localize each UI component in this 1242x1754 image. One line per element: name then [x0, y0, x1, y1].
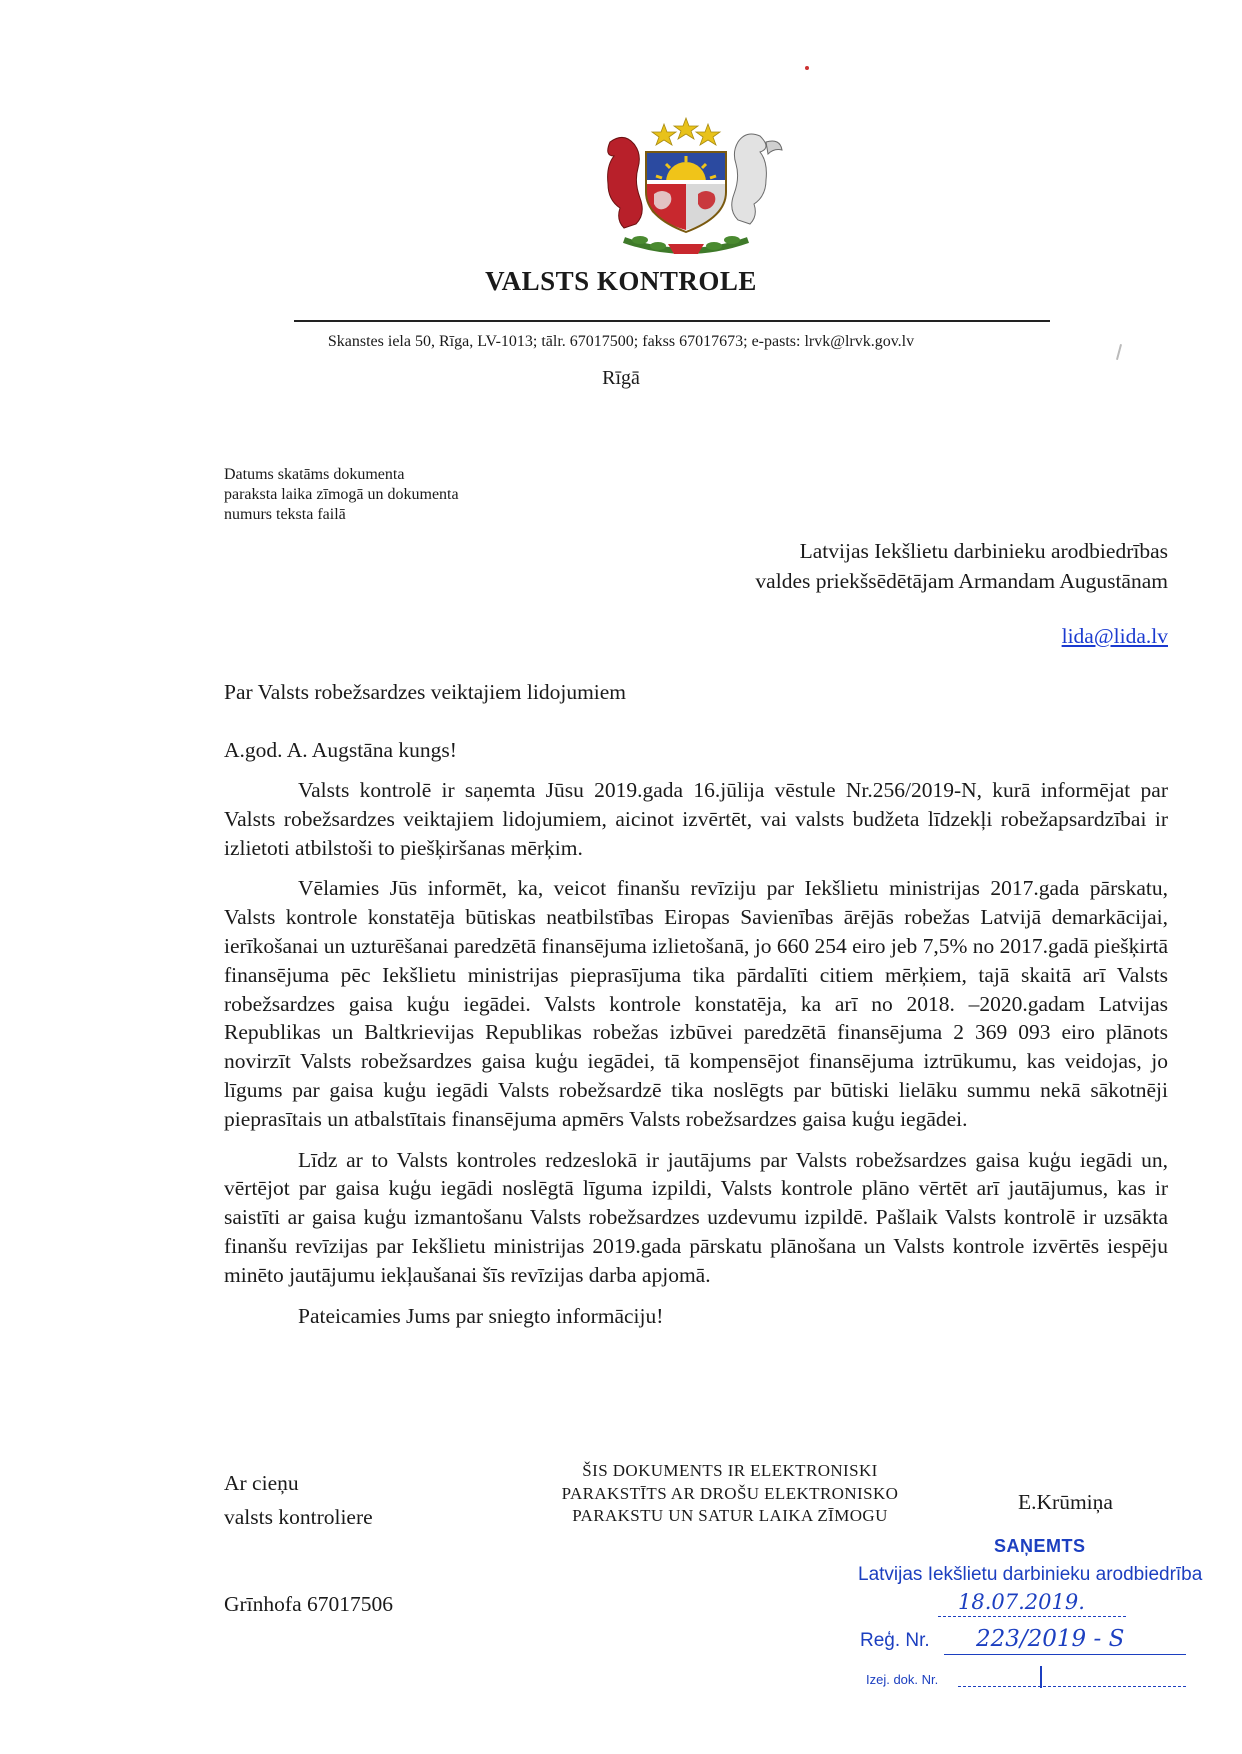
signer-name: E.Krūmiņa	[1018, 1490, 1113, 1514]
coat-of-arms-emblem	[588, 112, 784, 258]
date-note-line: numurs teksta failā	[224, 506, 346, 523]
stamp-title: SAŅEMTS	[994, 1536, 1086, 1556]
closing-greeting: Ar cieņu	[224, 1471, 299, 1495]
closing-title: valsts kontroliere	[224, 1505, 373, 1529]
stamp-outgoing-label: Izej. dok. Nr.	[866, 1672, 939, 1687]
esign-line: ŠIS DOKUMENTS IR ELEKTRONISKI	[582, 1461, 878, 1480]
body-paragraph: Līdz ar to Valsts kontroles redzeslokā ir jautājums par Valsts robežsardzes gaisa kuģu iegādi un, vērtējot par gaisa kuģu iegādi noslēgtā līguma izpildi, Valsts kontrole plāno vērtēt arī jautājumus, kas ir saistīti ar gaisa kuģu izmantošanu Valsts robežsardzes uzdevumu izpildē. Pašlaik Valsts kontrolē ir uzsākta finanšu revīzijas par Iekšlietu ministrijas 2019.gada pārskatu plānošana un Valsts kontrole izvērtēs iespēju minēto jautājumu iekļaušanai šīs revīzijas darba apjomā.	[224, 1147, 1168, 1287]
stamp-date: 18.07.2019.	[958, 1590, 1085, 1614]
contact-phone: Grīnhofa 67017506	[224, 1592, 393, 1616]
body-paragraph: Valsts kontrolē ir saņemta Jūsu 2019.gada 16.jūlija vēstule Nr.256/2019-N, kurā informējat par Valsts robežsardzes veiktajiem lidojumiem, aicinot izvērtēt, vai valsts budžeta līdzekļi robežapsardzībai ir izlietoti atbilstoši to piešķiršanas mērķim.	[224, 778, 1168, 860]
body-paragraph: Pateicamies Jums par sniegto informāciju!	[298, 1303, 664, 1328]
stamp-reg-number: 223/2019 - S	[976, 1626, 1125, 1652]
electronic-signature-notice	[520, 1460, 940, 1528]
header-divider	[294, 320, 1050, 322]
recipient-person: valdes priekšsēdētājam Armandam Augustānam	[755, 569, 1168, 593]
stamp-outgoing-line	[958, 1686, 1186, 1687]
esign-line: PARAKSTĪTS AR DROŠU ELEKTRONISKO	[561, 1483, 899, 1503]
organization-title: VALSTS KONTROLE	[485, 266, 757, 296]
date-note-line: paraksta laika zīmogā un dokumenta	[224, 486, 459, 503]
letter-subject: Par Valsts robežsardzes veiktajiem lidojumiem	[224, 680, 627, 704]
letter-body	[224, 776, 1168, 1342]
organization-address: Skanstes iela 50, Rīga, LV-1013; tālr. 67017500; fakss 67017673; e-pasts: lrvk@lrvk.gov.lv	[327, 333, 915, 350]
stamp-pen-mark	[1040, 1666, 1042, 1688]
recipient-email-link[interactable]: lida@lida.lv	[1061, 624, 1168, 648]
recipient-organization: Latvijas Iekšlietu darbinieku arodbiedrības	[799, 539, 1168, 563]
body-paragraph: Vēlamies Jūs informēt, ka, veicot finanšu revīziju par Iekšlietu ministrijas 2017.gada pārskatu, Valsts kontrole konstatēja būtiskas neatbilstības Eiropas Savienības ārējās robežas Latvijā demarkācijai, ierīkošanai un uzturēšanai paredzētā finansējuma izlietošanā, jo 660 254 eiro jeb 7,5% no 2017.gadā piešķirtā finansējuma pēc Iekšlietu ministrijas pieprasījuma tika pārdalīti citiem mērķiem, tajā skaitā arī Valsts robežsardzes gaisa kuģu iegādei. Valsts kontrole konstatēja, ka arī no 2018. –2020.gadam Latvijas Republikas un Baltkrievijas Republikas robežas izbūvei paredzētā finansējuma 2 369 093 eiro plānots novirzīt Valsts robežsardzes gaisa kuģu iegādei, tā kompensējot finansējuma iztrūkumu, kas veidojas, jo līgums par gaisa kuģu iegādi Valsts robežsardzē tika noslēgts par būtiski lielāku summu nekā sākotnēji pieprasītais un atbalstītais finansējuma apmērs Valsts robežsardzes gaisa kuģu iegādei.	[224, 876, 1168, 1131]
stamp-organization: Latvijas Iekšlietu darbinieku arodbiedrība	[858, 1564, 1203, 1585]
stamp-date-line	[938, 1616, 1126, 1617]
city-name: Rīgā	[602, 367, 640, 389]
date-note	[224, 465, 459, 525]
salutation: A.god. A. Augstāna kungs!	[224, 738, 457, 762]
stamp-reg-line	[944, 1654, 1186, 1655]
closing-block	[224, 1466, 373, 1534]
received-stamp	[850, 1530, 1240, 1754]
scan-speck	[805, 66, 809, 70]
recipient-block	[755, 536, 1168, 596]
stamp-reg-label: Reģ. Nr.	[860, 1630, 930, 1651]
esign-line: PARAKSTU UN SATUR LAIKA ZĪMOGU	[572, 1506, 888, 1525]
date-note-line: Datums skatāms dokumenta	[224, 466, 405, 483]
